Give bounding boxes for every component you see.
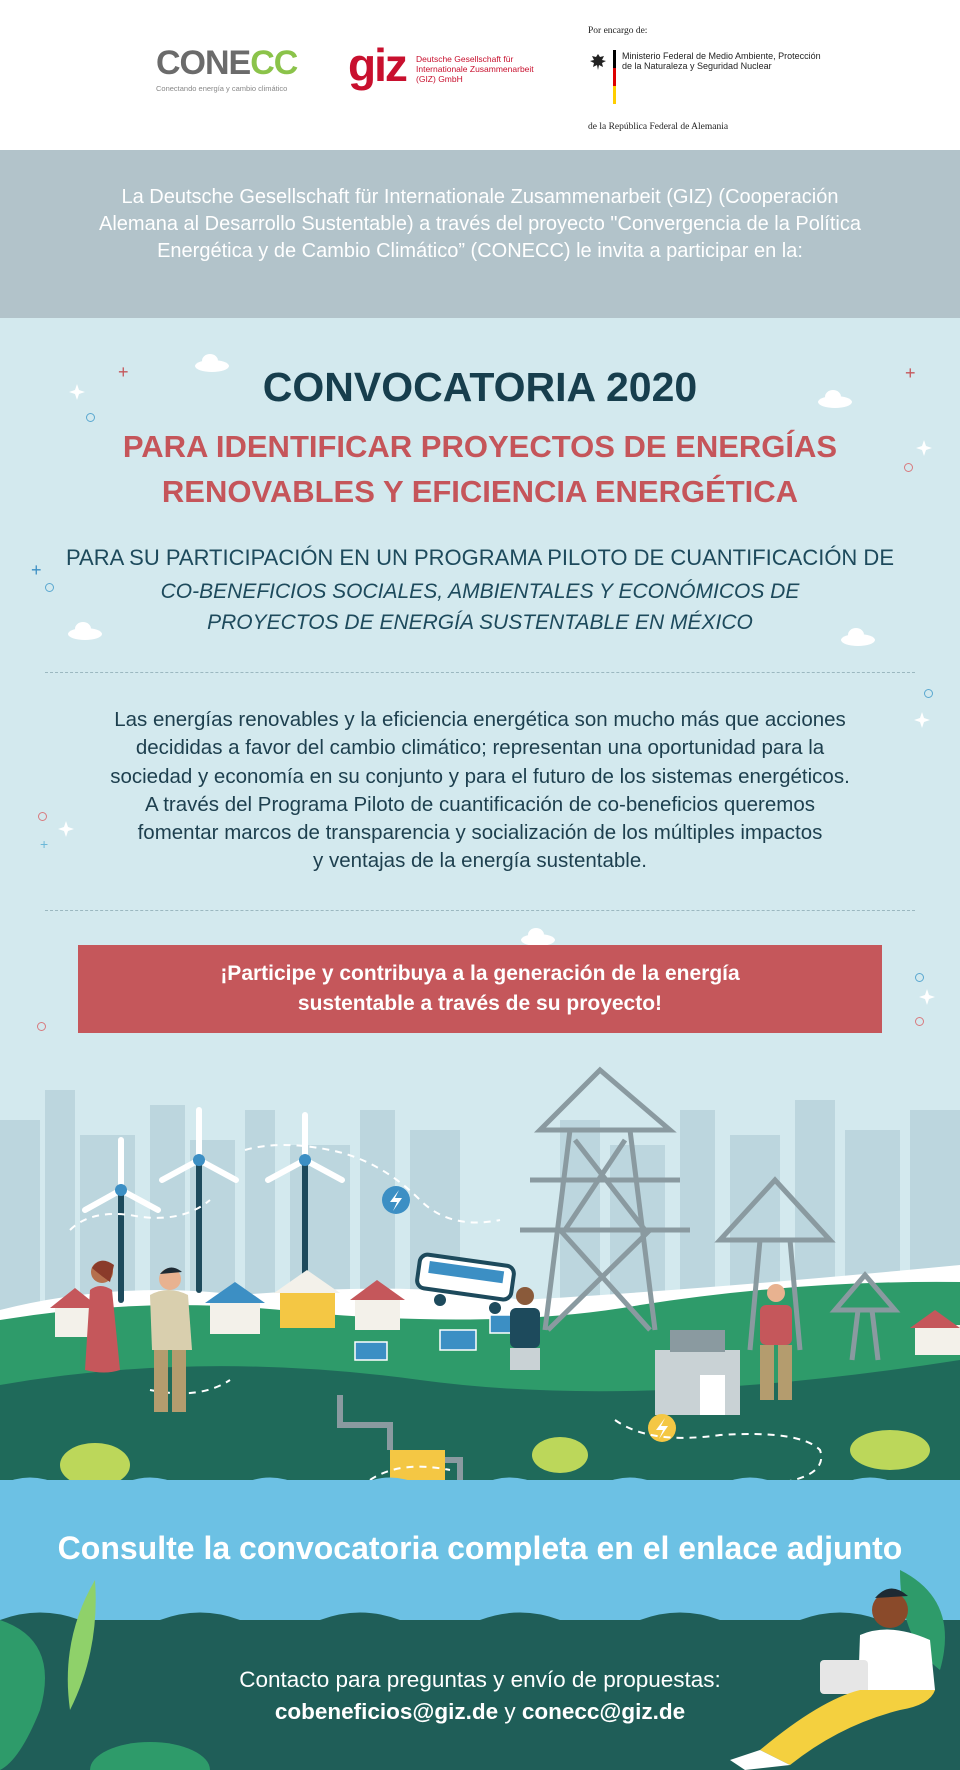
contact-block <box>120 1664 840 1728</box>
logo-header <box>0 0 960 150</box>
participation-heading: PARA SU PARTICIPACIÓN EN UN PROGRAMA PILOTO DE CUANTIFICACIÓN DE <box>66 545 894 570</box>
participation-subheading-line: PROYECTOS DE ENERGÍA SUSTENTABLE EN MÉXICO <box>207 611 753 634</box>
ring-decoration-icon <box>915 1017 924 1026</box>
page-subtitle <box>80 424 880 514</box>
ring-decoration-icon <box>904 463 913 472</box>
conecc-logo-text-b: CC <box>250 44 298 82</box>
contact-label: Contacto para preguntas y envío de propuestas: <box>239 1667 721 1692</box>
conecc-tagline: Conectando energía y cambio climático <box>156 84 288 93</box>
giz-logo <box>348 39 538 96</box>
body-line: sociedad y economía en su conjunto y para el futuro de los sistemas energéticos. <box>110 764 850 788</box>
ring-decoration-icon <box>86 413 95 422</box>
participation-subheading <box>80 576 880 638</box>
german-flag-stripe <box>613 50 616 104</box>
ring-decoration-icon <box>915 973 924 982</box>
dashed-divider <box>45 910 915 911</box>
plus-decoration-icon: + <box>31 560 42 580</box>
intro-text: La Deutsche Gesellschaft für Internationale Zusammenarbeit (GIZ) (Cooperación Alemana al Desarrollo Sustentable) a través del proyecto "Convergencia de la Política Energética y de Cambio Climático” (CONECC) le invita a participar en la: <box>99 186 861 262</box>
conecc-logo <box>156 44 298 106</box>
commissioned-by-label: Por encargo de: <box>588 26 648 36</box>
body-line: y ventajas de la energía sustentable. <box>313 849 647 873</box>
ring-decoration-icon <box>45 583 54 592</box>
email-link-cobeneficios[interactable]: cobeneficios@giz.de <box>274 1699 499 1724</box>
body-line: fomentar marcos de transparencia y socialización de los múltiples impactos <box>137 821 823 845</box>
page-subtitle-line: PARA IDENTIFICAR PROYECTOS DE ENERGÍAS <box>122 429 838 464</box>
email-link-conecc[interactable]: conecc@giz.de <box>521 1699 686 1724</box>
bmu-logo <box>588 26 828 136</box>
conecc-logo-text-a: CONE <box>156 44 251 82</box>
ring-decoration-icon <box>38 812 47 821</box>
dashed-divider <box>45 672 915 673</box>
body-paragraph <box>60 706 900 876</box>
intro-band <box>0 150 960 318</box>
plus-decoration-icon: + <box>905 363 916 383</box>
federal-eagle-icon <box>588 52 608 72</box>
participation-subheading-line: CO-BENEFICIOS SOCIALES, AMBIENTALES Y ECONÓMICOS DE <box>160 580 800 603</box>
giz-logo-mark: giz <box>348 39 406 91</box>
cta-line: ¡Participe y contribuya a la generación de la energía <box>220 962 740 985</box>
ministry-name: Ministerio Federal de Medio Ambiente, Protección de la Naturaleza y Seguridad Nuclear <box>622 51 821 71</box>
plus-decoration-icon: + <box>118 362 129 382</box>
ring-decoration-icon <box>924 689 933 698</box>
consult-link-text: Consulte la convocatoria completa en el enlace adjunto <box>57 1530 903 1566</box>
ring-decoration-icon <box>37 1022 46 1031</box>
cta-line: sustentable a través de su proyecto! <box>297 992 663 1015</box>
body-line: Las energías renovables y la eficiencia energética son mucho más que acciones <box>114 708 846 731</box>
ministry-country: de la República Federal de Alemania <box>588 122 729 132</box>
page-subtitle-line: RENOVABLES Y EFICIENCIA ENERGÉTICA <box>161 474 799 509</box>
plus-decoration-icon: + <box>40 836 49 852</box>
call-to-action-banner <box>78 945 882 1033</box>
giz-org-name: Deutsche Gesellschaft für Internationale Zusammenarbeit (GIZ) GmbH <box>416 54 534 84</box>
body-line: A través del Programa Piloto de cuantificación de co-beneficios queremos <box>144 792 816 816</box>
body-line: decididas a favor del cambio climático; representan una oportunidad para la <box>135 736 825 760</box>
email-joiner: y <box>498 1699 522 1724</box>
contact-emails <box>120 1696 840 1728</box>
page-title: CONVOCATORIA 2020 <box>262 364 698 410</box>
energy-landscape-illustration <box>0 1050 960 1490</box>
